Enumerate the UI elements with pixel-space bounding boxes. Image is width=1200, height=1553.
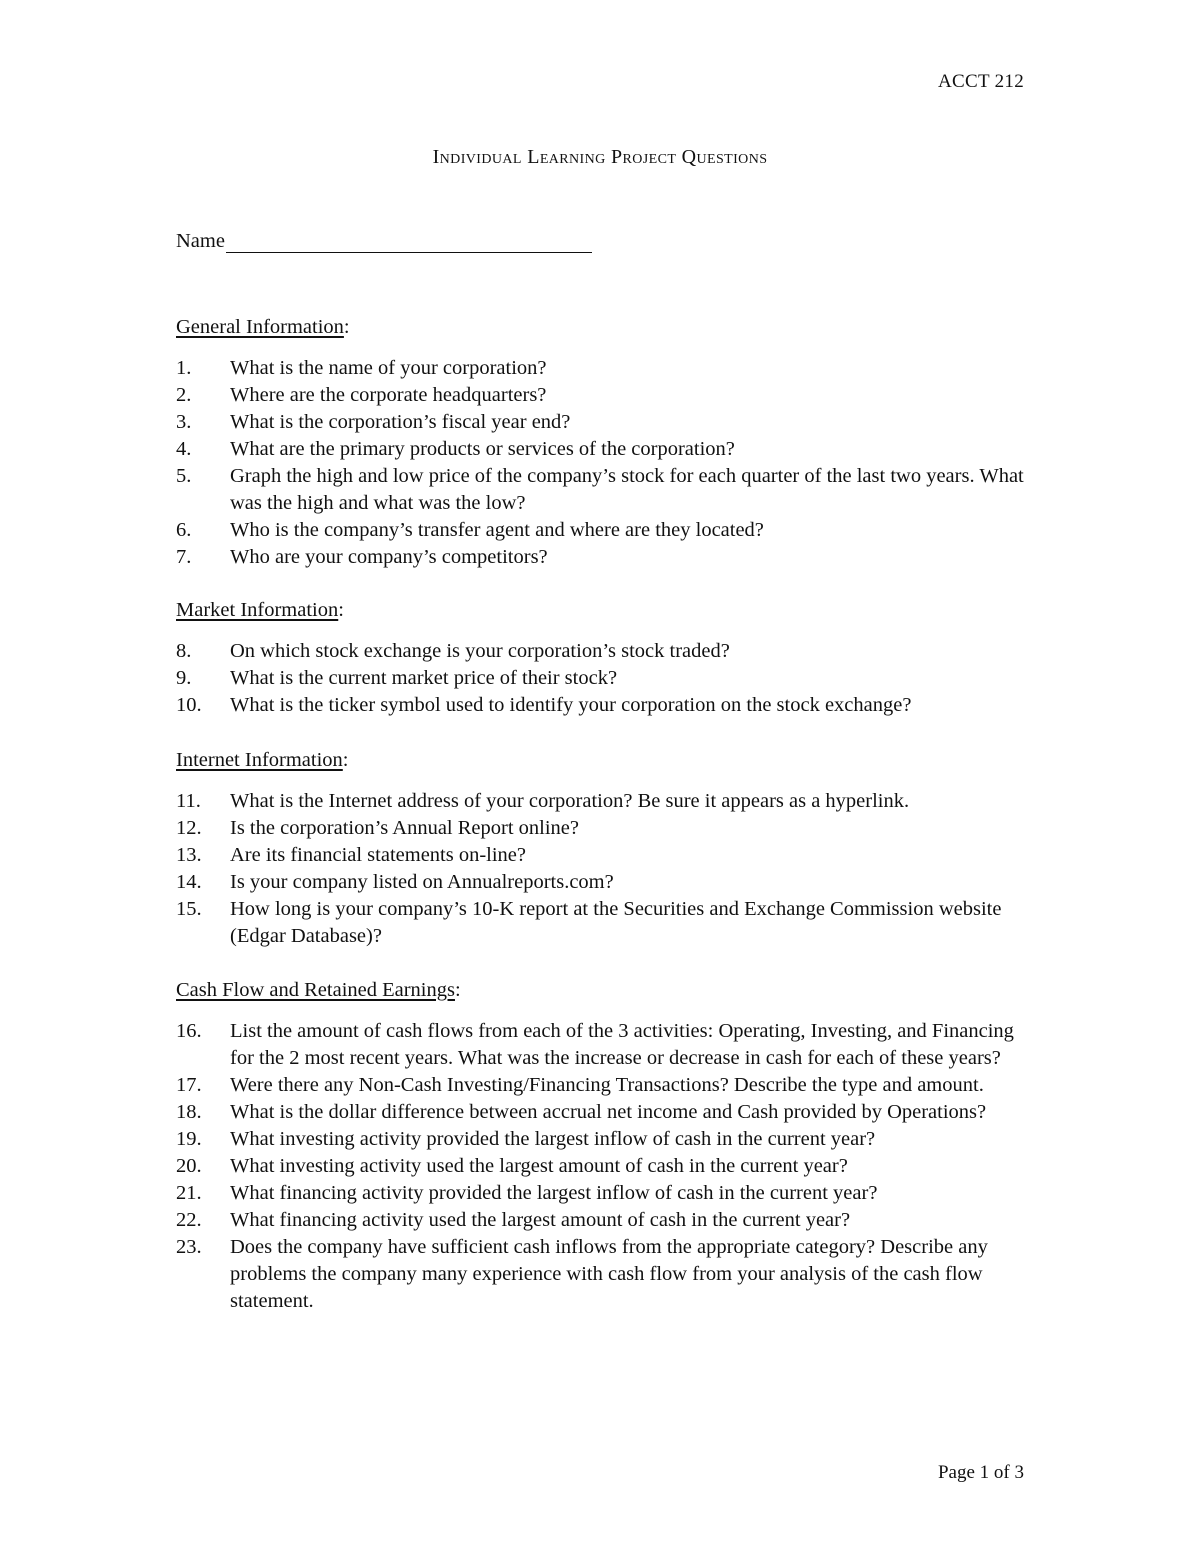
question-item <box>176 842 1036 869</box>
question-text: What is the name of your corporation? <box>230 357 547 379</box>
question-item <box>176 355 1036 382</box>
question-item <box>176 1072 1036 1099</box>
question-text: What financing activity provided the largest inflow of cash in the current year? <box>230 1182 878 1204</box>
question-item <box>176 1180 1036 1207</box>
question-item <box>176 409 1036 436</box>
question-item <box>176 665 1036 692</box>
section-market-information <box>176 597 1036 719</box>
question-number: 11. <box>176 790 201 812</box>
question-item <box>176 692 1036 719</box>
question-list <box>176 1018 1036 1315</box>
question-number: 16. <box>176 1020 202 1042</box>
question-number: 4. <box>176 438 192 460</box>
question-number: 1. <box>176 357 192 379</box>
question-number: 20. <box>176 1155 202 1177</box>
section-general-information <box>176 314 1036 571</box>
question-item <box>176 815 1036 842</box>
question-text: Were there any Non-Cash Investing/Financing Transactions? Describe the type and amount. <box>230 1074 984 1096</box>
question-text: What is the Internet address of your corporation? Be sure it appears as a hyperlink. <box>230 790 910 812</box>
question-text: Who are your company’s competitors? <box>230 546 548 568</box>
question-item <box>176 1153 1036 1180</box>
question-number: 7. <box>176 546 192 568</box>
question-item <box>176 544 1036 571</box>
question-number: 13. <box>176 844 202 866</box>
name-blank-line[interactable] <box>226 230 592 253</box>
question-list <box>176 788 1036 950</box>
question-text: Is the corporation’s Annual Report online? <box>230 817 579 839</box>
section-heading: Market Information: <box>176 599 344 621</box>
section-heading: Internet Information: <box>176 749 349 771</box>
question-text: What investing activity used the largest amount of cash in the current year? <box>230 1155 848 1177</box>
section-internet-information <box>176 747 1036 950</box>
question-text: What is the dollar difference between accrual net income and Cash provided by Operations? <box>230 1101 987 1123</box>
question-number: 14. <box>176 871 202 893</box>
course-code: ACCT 212 <box>938 71 1024 92</box>
section-heading: Cash Flow and Retained Earnings: <box>176 979 461 1001</box>
question-text: What is the current market price of their stock? <box>230 667 618 689</box>
question-number: 6. <box>176 519 192 541</box>
question-text: Is your company listed on Annualreports.com? <box>230 871 614 893</box>
question-text: What are the primary products or services of the corporation? <box>230 438 735 460</box>
question-item <box>176 1126 1036 1153</box>
question-text: On which stock exchange is your corporation’s stock traded? <box>230 640 730 662</box>
question-text: How long is your company’s 10-K report at the Securities and Exchange Commission website (Edgar Database)? <box>230 898 1002 947</box>
question-number: 17. <box>176 1074 202 1096</box>
question-number: 2. <box>176 384 192 406</box>
question-list <box>176 638 1036 719</box>
question-number: 10. <box>176 694 202 716</box>
document-title: Individual Learning Project Questions <box>432 146 768 168</box>
question-number: 18. <box>176 1101 202 1123</box>
page-number: Page 1 of 3 <box>937 1462 1024 1483</box>
question-number: 12. <box>176 817 202 839</box>
question-number: 8. <box>176 640 192 662</box>
section-heading: General Information: <box>176 316 350 338</box>
question-item <box>176 1234 1036 1315</box>
question-number: 3. <box>176 411 192 433</box>
question-text: What financing activity used the largest amount of cash in the current year? <box>230 1209 851 1231</box>
name-field <box>176 230 592 253</box>
question-text: What is the ticker symbol used to identify your corporation on the stock exchange? <box>230 694 912 716</box>
question-number: 5. <box>176 465 192 487</box>
question-text: What investing activity provided the largest inflow of cash in the current year? <box>230 1128 876 1150</box>
question-number: 22. <box>176 1209 202 1231</box>
question-item <box>176 896 1036 950</box>
question-item <box>176 869 1036 896</box>
question-item <box>176 1018 1036 1072</box>
question-text: Where are the corporate headquarters? <box>230 384 547 406</box>
question-item <box>176 382 1036 409</box>
question-item <box>176 638 1036 665</box>
question-item <box>176 1207 1036 1234</box>
question-item <box>176 1099 1036 1126</box>
question-text: Are its financial statements on-line? <box>230 844 527 866</box>
name-label: Name <box>176 230 225 252</box>
question-number: 19. <box>176 1128 202 1150</box>
question-number: 21. <box>176 1182 202 1204</box>
question-text: Who is the company’s transfer agent and where are they located? <box>230 519 764 541</box>
question-text: Does the company have sufficient cash inflows from the appropriate category? Describe any problems the company many experience with cash flow from your analysis of the cash flow statement. <box>230 1236 988 1312</box>
question-list <box>176 355 1036 571</box>
question-text: List the amount of cash flows from each of the 3 activities: Operating, Investing, and Financing for the 2 most recent years. What was the increase or decrease in cash for each of these years? <box>230 1020 1014 1069</box>
question-item <box>176 436 1036 463</box>
question-item <box>176 463 1036 517</box>
section-cash-flow-retained-earnings <box>176 977 1036 1315</box>
question-text: What is the corporation’s fiscal year end? <box>230 411 571 433</box>
question-text: Graph the high and low price of the company’s stock for each quarter of the last two years. What was the high and what was the low? <box>230 465 1024 514</box>
question-number: 15. <box>176 898 202 920</box>
question-item <box>176 517 1036 544</box>
question-number: 9. <box>176 667 192 689</box>
question-item <box>176 788 1036 815</box>
question-number: 23. <box>176 1236 202 1258</box>
